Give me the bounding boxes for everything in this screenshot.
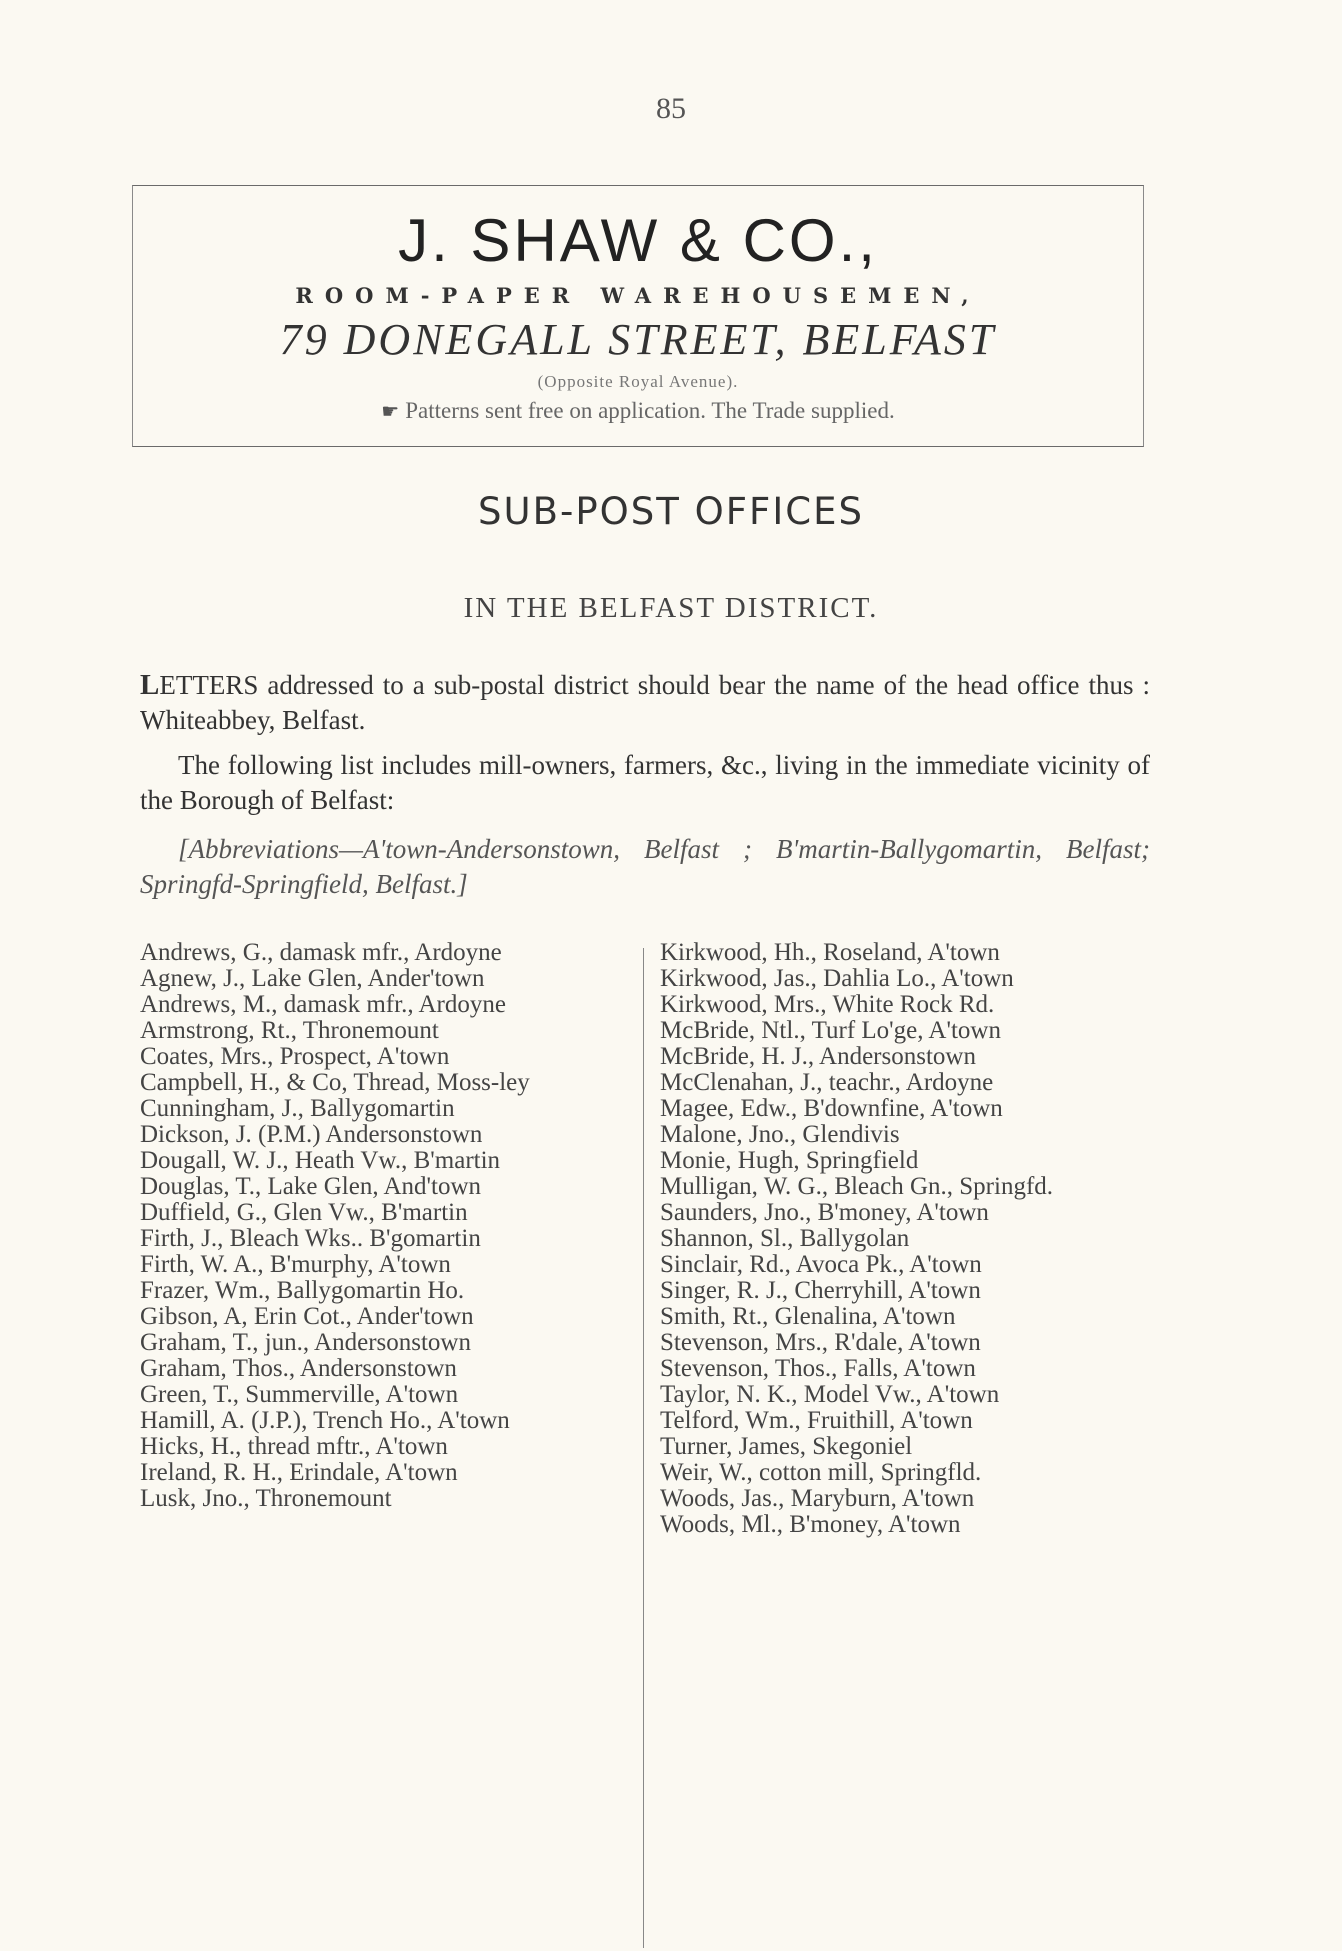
column-divider [643,948,644,1948]
directory-entry: Agnew, J., Lake Glen, Ander'town [140,965,485,992]
advertisement-box [132,185,1144,447]
directory-entry: Dougall, W. J., Heath Vw., B'martin [140,1147,501,1174]
directory-entry: Firth, J., Bleach Wks.. B'gomartin [140,1225,481,1252]
directory-entry: Shannon, Sl., Ballygolan [660,1225,910,1252]
directory-entry: Singer, R. J., Cherryhill, A'town [660,1277,981,1304]
directory-entry: Ireland, R. H., Erindale, A'town [140,1459,458,1486]
pointing-hand-icon: ☛ [381,401,400,423]
directory-entry: McBride, Ntl., Turf Lo'ge, A'town [660,1017,1001,1044]
left-column [140,940,625,1512]
directory-entry: Woods, Jas., Maryburn, A'town [660,1485,975,1512]
directory-entry: Weir, W., cotton mill, Springfld. [660,1459,982,1486]
directory-entry: Kirkwood, Mrs., White Rock Rd. [660,991,995,1018]
directory-entry: Lusk, Jno., Thronemount [140,1485,392,1512]
directory-entry: Firth, W. A., B'murphy, A'town [140,1251,451,1278]
directory-entry: Woods, Ml., B'money, A'town [660,1511,961,1538]
right-column [660,940,1145,1538]
directory-entry: Mulligan, W. G., Bleach Gn., Springfd. [660,1173,1054,1200]
directory-entry: Smith, Rt., Glenalina, A'town [660,1303,956,1330]
directory-entry: Malone, Jno., Glendivis [660,1121,900,1148]
drop-cap: L [140,669,160,701]
address-note: (Opposite Royal Avenue). [537,372,739,391]
directory-entry: Taylor, N. K., Model Vw., A'town [660,1381,1000,1408]
directory-entry: Stevenson, Thos., Falls, A'town [660,1355,976,1382]
directory-entry: Kirkwood, Hh., Roseland, A'town [660,939,1000,966]
patterns-line [133,398,1143,424]
directory-entry: Magee, Edw., B'downfine, A'town [660,1095,1003,1122]
intro-paragraph-1 [140,668,1150,738]
company-name: J. SHAW & CO., [398,207,878,274]
directory-entry: Graham, Thos., Andersonstown [140,1355,457,1382]
intro-text [140,668,1150,902]
directory-entry: Monie, Hugh, Springfield [660,1147,919,1174]
directory-entry: Andrews, G., damask mfr., Ardoyne [140,939,502,966]
intro-paragraph-2: The following list includes mill-owners, farmers, &c., living in the immediate vicinity of the Borough of Belfast: [140,750,1150,815]
directory-entry: Hamill, A. (J.P.), Trench Ho., A'town [140,1407,510,1434]
company-address: 79 DONEGALL STREET, BELFAST [279,315,997,364]
directory-entry: Duffield, G., Glen Vw., B'martin [140,1199,468,1226]
directory-entry: Telford, Wm., Fruithill, A'town [660,1407,973,1434]
directory-entry: McClenahan, J., teachr., Ardoyne [660,1069,994,1096]
directory-entry: Cunningham, J., Ballygomartin [140,1095,455,1122]
page-number: 85 [656,92,686,125]
directory-entry: Stevenson, Mrs., R'dale, A'town [660,1329,981,1356]
directory-entry: McBride, H. J., Andersonstown [660,1043,976,1070]
section-subtitle: IN THE BELFAST DISTRICT. [463,592,879,624]
directory-entry: Campbell, H., & Co, Thread, Moss-ley [140,1069,530,1096]
intro-paragraph-1-text: ETTERS addressed to a sub-postal district should bear the name of the head office thus : Whiteabbey, Belfast. [140,670,1150,735]
company-trade: ROOM-PAPER WAREHOUSEMEN, [295,283,981,308]
directory-entry: Coates, Mrs., Prospect, A'town [140,1043,450,1070]
directory-entry: Frazer, Wm., Ballygomartin Ho. [140,1277,465,1304]
directory-entry: Dickson, J. (P.M.) Andersonstown [140,1121,483,1148]
abbreviations-note: [Abbreviations—A'town-Andersonstown, Belfast ; B'martin-Ballygomartin, Belfast; Springfd-Springfield, Belfast.] [140,834,1150,899]
patterns-text: Patterns sent free on application. The Trade supplied. [405,398,895,423]
directory-entry: Andrews, M., damask mfr., Ardoyne [140,991,506,1018]
section-title: SUB-POST OFFICES [478,490,864,533]
directory-entry: Sinclair, Rd., Avoca Pk., A'town [660,1251,982,1278]
directory-entry: Turner, James, Skegoniel [660,1433,913,1460]
directory-entry: Graham, T., jun., Andersonstown [140,1329,471,1356]
directory-entry: Saunders, Jno., B'money, A'town [660,1199,989,1226]
directory-entry: Hicks, H., thread mftr., A'town [140,1433,448,1460]
directory-entry: Douglas, T., Lake Glen, And'town [140,1173,482,1200]
directory-entry: Green, T., Summerville, A'town [140,1381,459,1408]
directory-entry: Kirkwood, Jas., Dahlia Lo., A'town [660,965,1014,992]
directory-entry: Armstrong, Rt., Thronemount [140,1017,439,1044]
directory-entry: Gibson, A, Erin Cot., Ander'town [140,1303,474,1330]
